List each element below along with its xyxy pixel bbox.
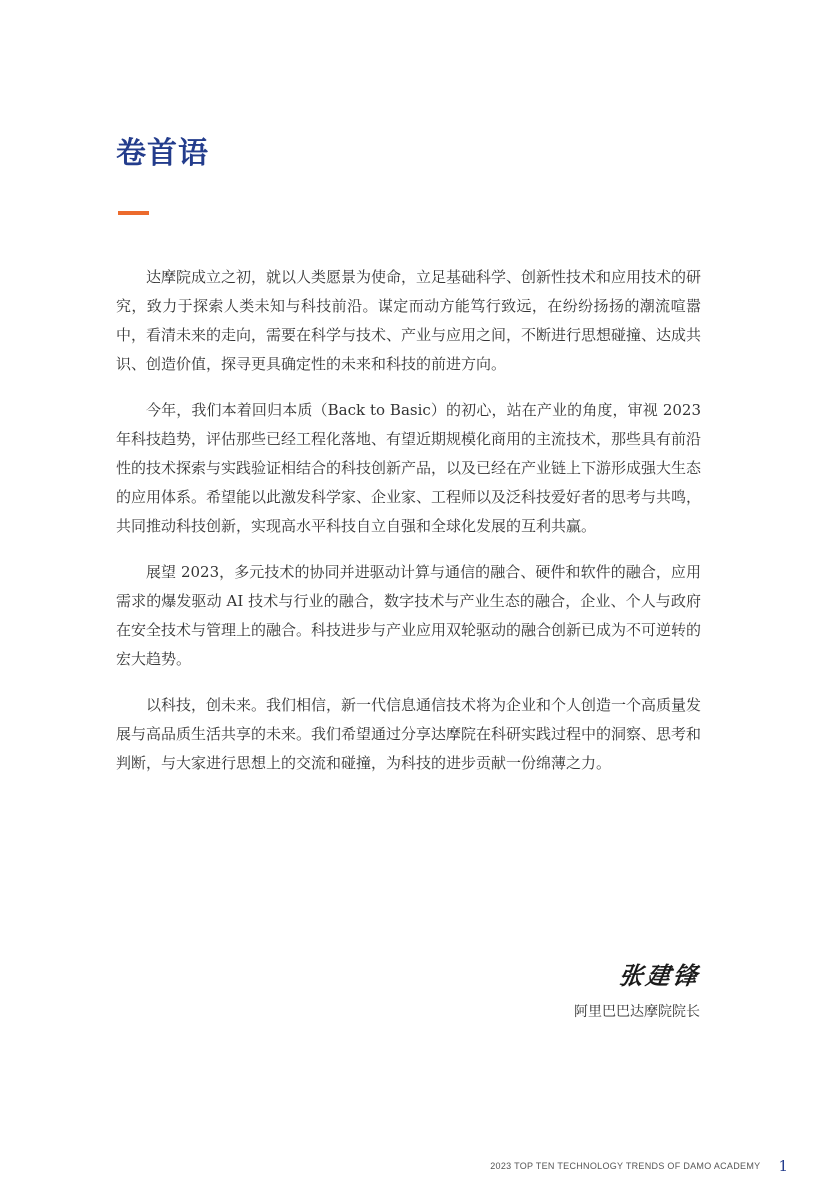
author-signature: 张建锋 — [617, 961, 703, 990]
paragraph-2: 今年，我们本着回归本质（Back to Basic）的初心，站在产业的角度，审视 2023 年科技趋势，评估那些已经工程化落地、有望近期规模化商用的主流技术，那些具有前沿性的技术探索与实践验证相结合的科技创新产品，以及已经在产业链上下游形成强大生态的应用体系。希望能以此激发科学家、企业家、工程师以及泛科技爱好者的思考与共鸣，共同推动科技创新，实现高水平科技自立自强和全球化发展的互利共赢。 — [116, 401, 702, 535]
paragraph-1: 达摩院成立之初，就以人类愿景为使命，立足基础科学、创新性技术和应用技术的研究，致力于探索人类未知与科技前沿。谋定而动方能笃行致远，在纷纷扬扬的潮流喧嚣中，看清未来的走向，需要在科学与技术、产业与应用之间，不断进行思想碰撞、达成共识、创造价值，探寻更具确定性的未来和科技的前进方向。 — [116, 268, 702, 373]
footer-text: 2023 TOP TEN TECHNOLOGY TRENDS OF DAMO ACADEMY — [490, 1161, 761, 1171]
author-title: 阿里巴巴达摩院院长 — [574, 1004, 700, 1020]
page-footer — [490, 1157, 788, 1175]
preface-body — [116, 263, 701, 795]
page-number: 1 — [778, 1157, 788, 1175]
page-title: 卷首语 — [116, 136, 209, 171]
paragraph-4: 以科技，创未来。我们相信，新一代信息通信技术将为企业和个人创造一个高质量发展与高品质生活共享的未来。我们希望通过分享达摩院在科研实践过程中的洞察、思考和判断，与大家进行思想上的交流和碰撞，为科技的进步贡献一份绵薄之力。 — [116, 696, 702, 772]
title-accent-bar — [118, 211, 149, 215]
paragraph-3: 展望 2023，多元技术的协同并进驱动计算与通信的融合、硬件和软件的融合，应用需求的爆发驱动 AI 技术与行业的融合，数字技术与产业生态的融合，企业、个人与政府在安全技术与管理上的融合。科技进步与产业应用双轮驱动的融合创新已成为不可逆转的宏大趋势。 — [116, 563, 702, 668]
